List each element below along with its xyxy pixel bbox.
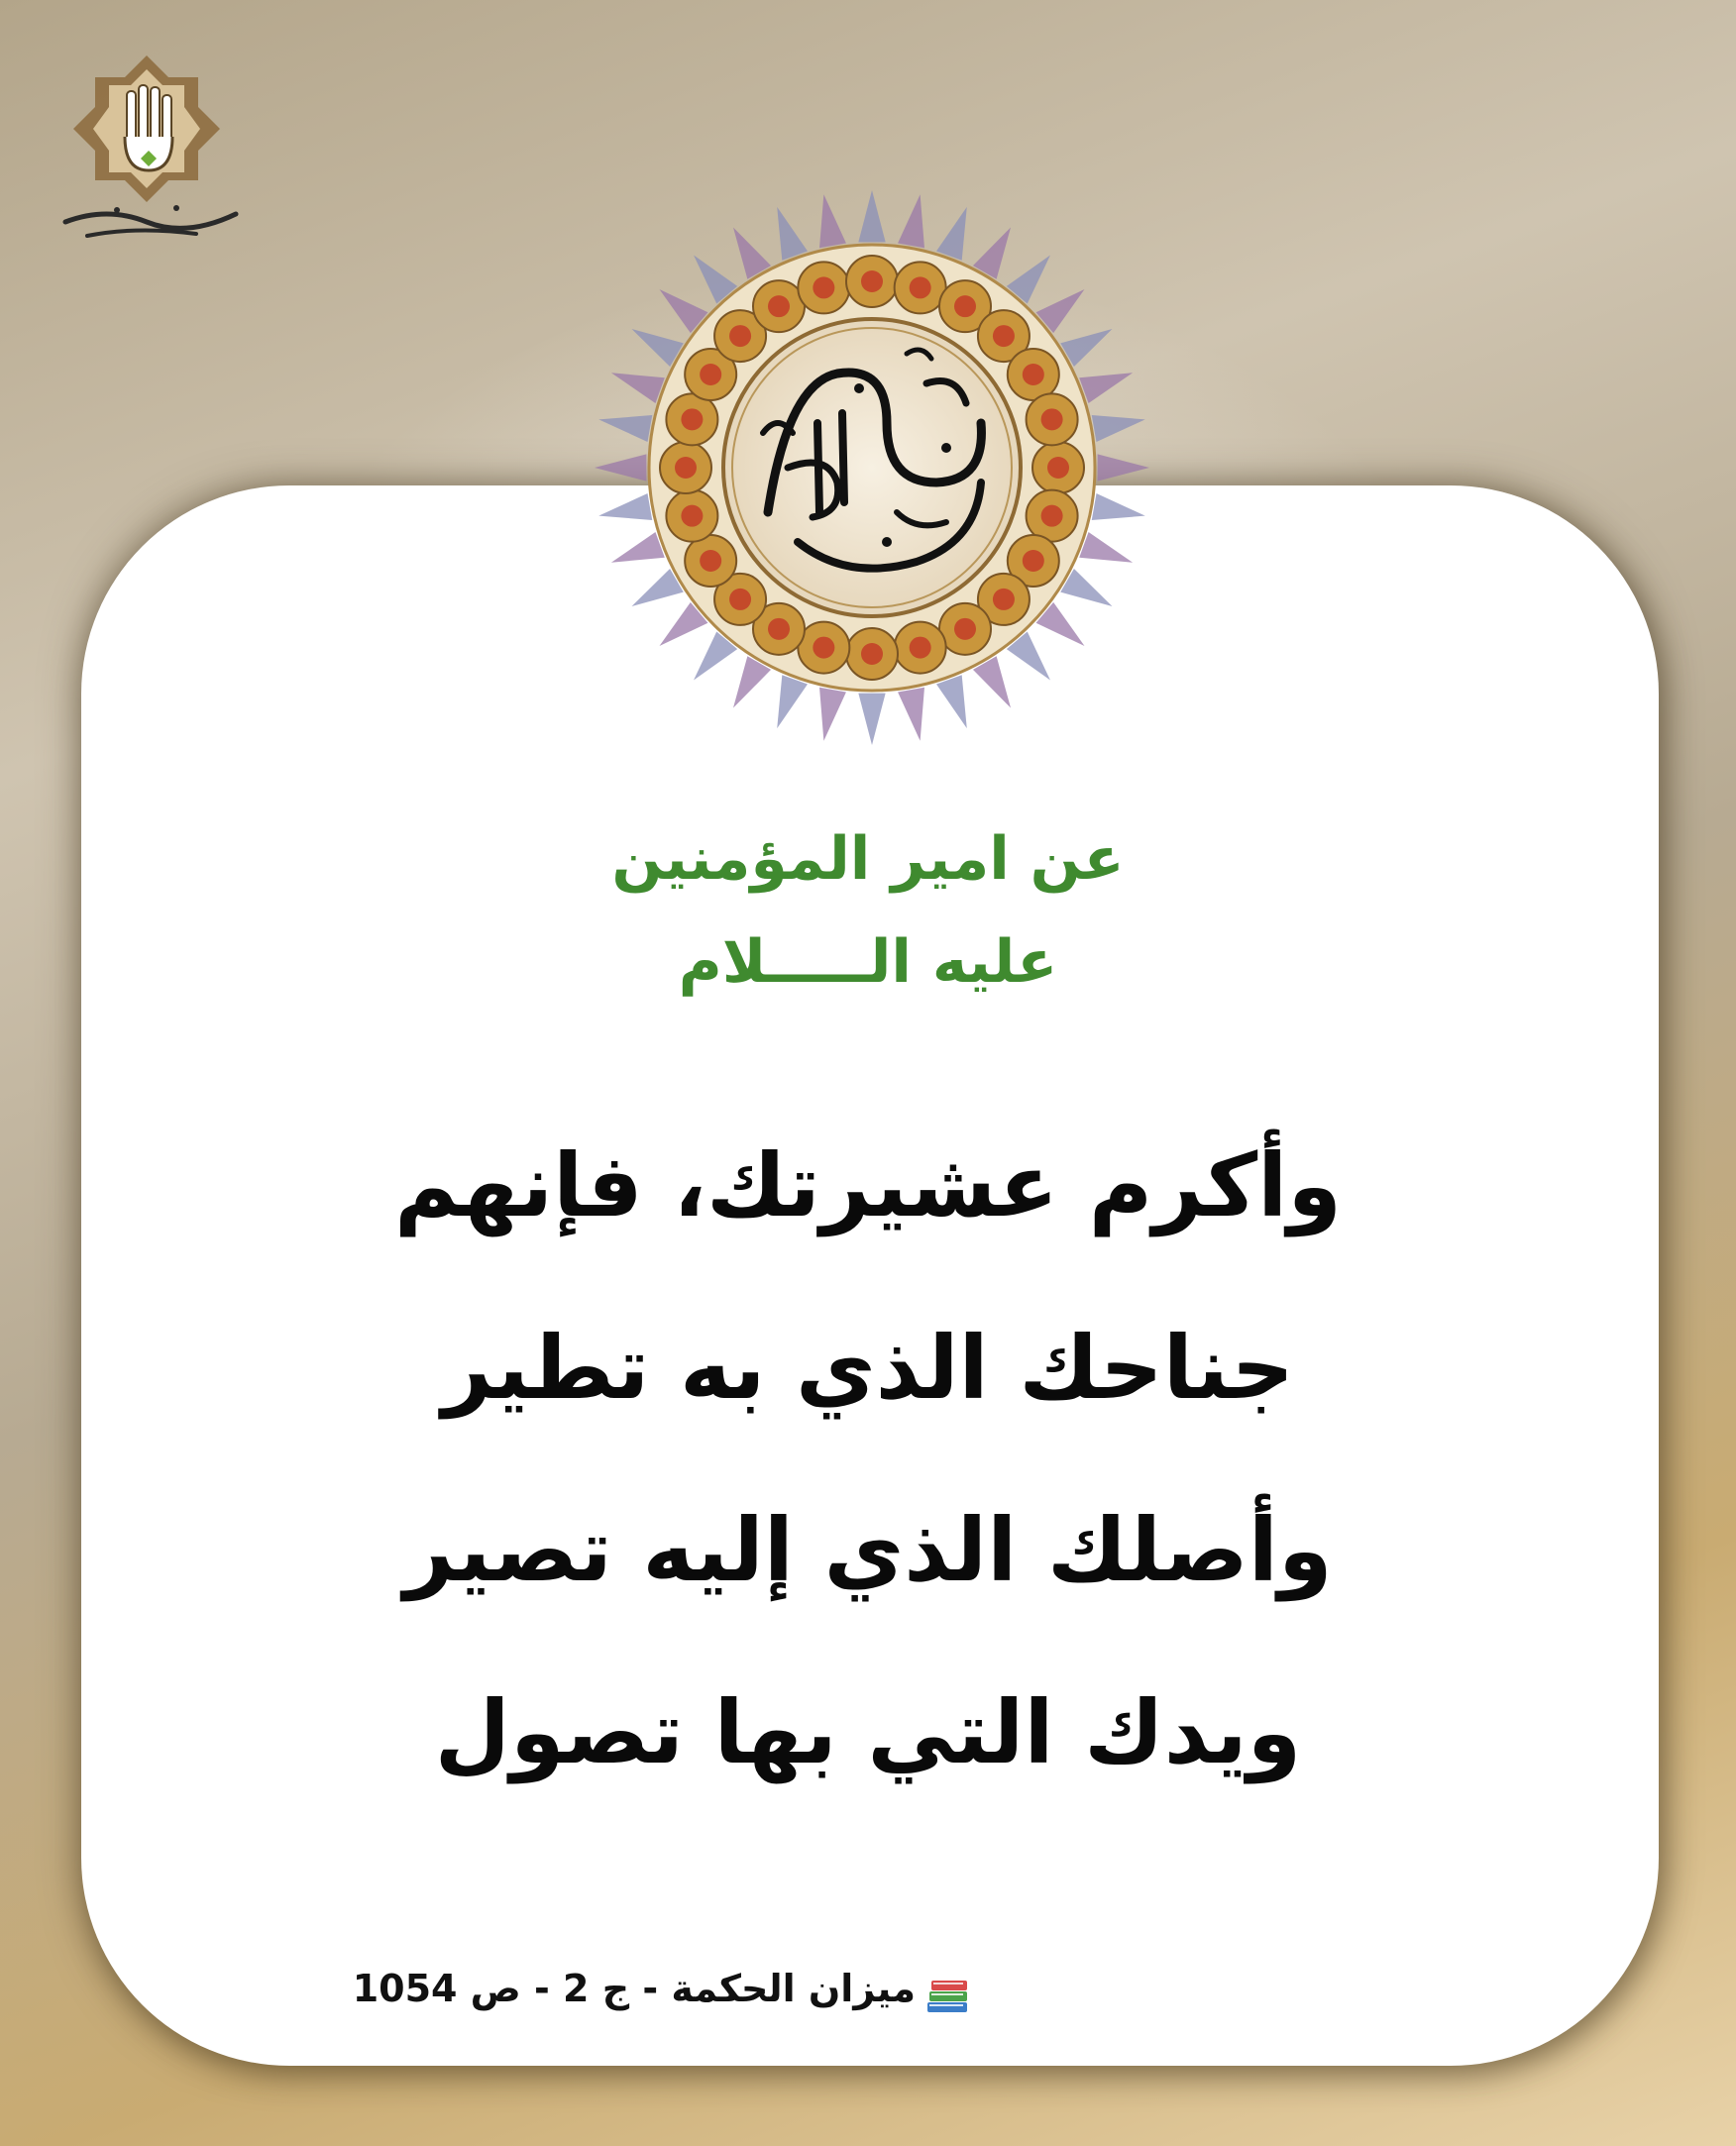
quote-line-4: ويدك التي بها تصول [434,1681,1302,1783]
quote-line-1: وأكرم عشيرتك، فإنهم [393,1134,1343,1236]
ornament-tile-center [813,637,834,659]
ornament-tile-center [1023,550,1044,572]
ornament-tile-center [910,276,931,298]
ornament-petal [1079,373,1133,403]
quote-line-3: وأصلك الذي إليه تصير [403,1499,1333,1601]
ornament-tile-center [768,295,790,317]
ornament-petal [819,688,846,741]
ornament-tile-center [954,618,976,640]
attribution-line-2: عليه الـــــلام [678,927,1058,997]
brand-logo [48,48,246,246]
ornament-tile-center [729,325,751,347]
quote-line-2: جناحك الذي به تطير [441,1317,1295,1419]
ornament-petal [1098,454,1149,481]
ornament-petal [936,207,967,261]
ornament-tile-center [861,270,883,292]
ornament-petal [1092,493,1145,520]
source-reference [297,1959,971,2018]
ornament-tile-center [954,295,976,317]
ornament-tile-center [1047,457,1069,479]
ornament-tile-center [700,550,721,572]
quote-attribution [273,807,1463,1014]
ornament-petal [936,675,967,728]
ornament-petal [777,207,808,261]
attribution-line-1: عن امير المؤمنين [611,824,1125,894]
ornament-petal [611,373,665,403]
ornament-petal [858,190,885,242]
ornament-petal [819,194,846,248]
source-text: ميزان الحكمة - ج 2 - ص 1054 [352,1967,916,2010]
ornament-tile-center [675,457,697,479]
ornament-tile-center [729,589,751,610]
ornament-petal [1092,415,1145,442]
ornament-petal [898,688,924,741]
ornament-petal [598,415,652,442]
ornament-petal [777,675,808,728]
ornament-tile-center [681,505,703,527]
ornament-tile-center [910,637,931,659]
ornament-tile-center [1023,364,1044,385]
ornament-petal [595,454,646,481]
ornament-petal [1079,532,1133,563]
ornament-tile-center [1041,408,1063,430]
ornament-tile-center [768,618,790,640]
ornament-tile-center [681,408,703,430]
ornament-petal [598,493,652,520]
ornament-tile-center [1041,505,1063,527]
books-icon [925,1972,971,2011]
ornament-tile-center [700,364,721,385]
quote-text [174,1095,1562,1824]
ornament-petal [858,694,885,745]
ornament-petal [611,532,665,563]
calligraphy-medallion [590,185,1154,750]
ornament-tile-center [993,589,1015,610]
ornament-tile-center [813,276,834,298]
ornament-petal [898,194,924,248]
medallion-ornament-icon [590,185,1154,750]
hand-emblem-icon [48,48,246,246]
ornament-tile-center [993,325,1015,347]
ornament-tile-center [861,643,883,665]
